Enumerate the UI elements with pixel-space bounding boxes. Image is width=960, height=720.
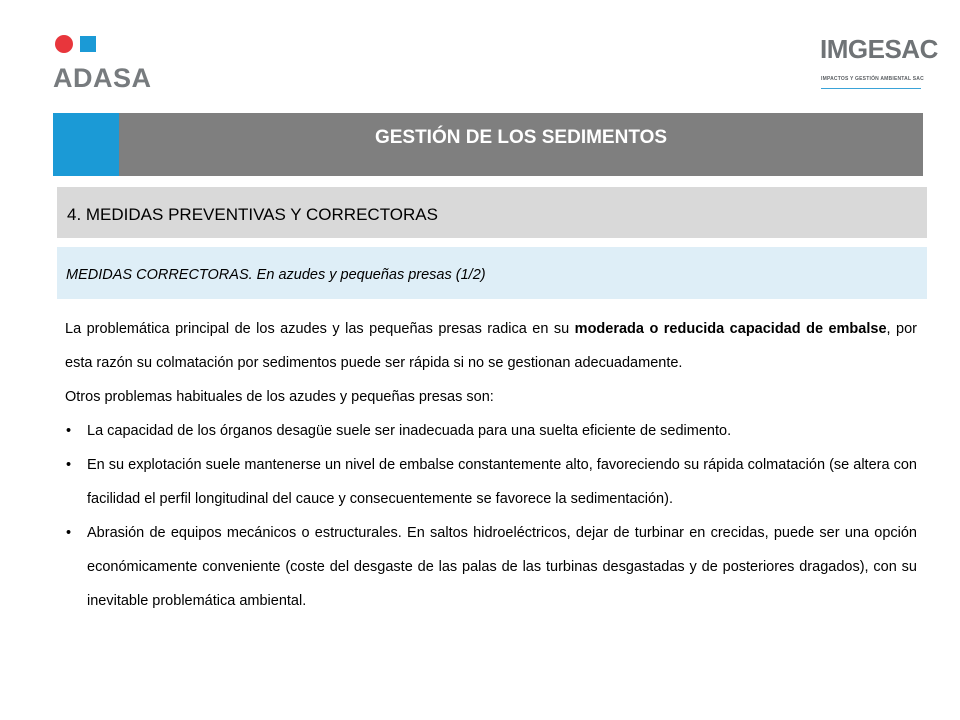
section-heading-bar [57, 187, 927, 238]
logo-blue-square-icon [80, 36, 96, 52]
imgesac-logo-text: IMGESAC [820, 34, 938, 64]
subsection-heading: MEDIDAS CORRECTORAS. En azudes y pequeñas presas (1/2) [66, 267, 486, 283]
imgesac-logo-subtitle: IMPACTOS Y GESTIÓN AMBIENTAL SAC [821, 76, 924, 82]
list-item-text: En su explotación suele mantenerse un nivel de embalse constantemente alto, favoreciendo su rápida colmatación (se altera con facilidad el perfil longitudinal del cauce y consecuentemente se favorece la sedimentación). [87, 457, 917, 507]
intro-text-after: , por esta razón su colmatación por sedimentos puede ser rápida si no se gestionan adecuadamente. [65, 321, 917, 371]
title-bar [53, 113, 923, 176]
list-item-text: Abrasión de equipos mecánicos o estructurales. En saltos hidroeléctricos, dejar de turbinar en crecidas, puede ser una opción económicamente conveniente (coste del desgaste de las palas de las turbinas desgastadas y de posteriores dragados), con su inevitable problemática ambiental. [87, 525, 917, 609]
subsection-heading-bar [57, 247, 927, 299]
logo-red-dot-icon [55, 35, 73, 53]
section-heading: 4. MEDIDAS PREVENTIVAS Y CORRECTORAS [67, 205, 438, 224]
problems-intro: Otros problemas habituales de los azudes y pequeñas presas son: [65, 389, 494, 405]
imgesac-logo-rule [821, 88, 921, 89]
adasa-logo [53, 33, 193, 93]
title-accent-block [53, 113, 119, 176]
adasa-logo-text: ADASA [53, 63, 152, 93]
imgesac-logo [815, 34, 938, 96]
slide-content [65, 312, 917, 618]
list-item [65, 414, 917, 448]
bullet-icon: • [66, 423, 72, 439]
intro-paragraph [65, 312, 917, 380]
list-item-text: La capacidad de los órganos desagüe suele ser inadecuada para una suelta eficiente de sedimento. [87, 423, 732, 439]
bullet-icon: • [66, 457, 72, 473]
page-title: GESTIÓN DE LOS SEDIMENTOS [374, 127, 668, 148]
intro-text-before: La problemática principal de los azudes y las pequeñas presas radica en su [65, 321, 575, 337]
intro-text-bold: moderada o reducida capacidad de embalse [574, 321, 887, 337]
bullet-icon: • [66, 525, 72, 541]
problems-list [65, 414, 917, 618]
list-item [65, 448, 917, 516]
list-item [65, 516, 917, 618]
